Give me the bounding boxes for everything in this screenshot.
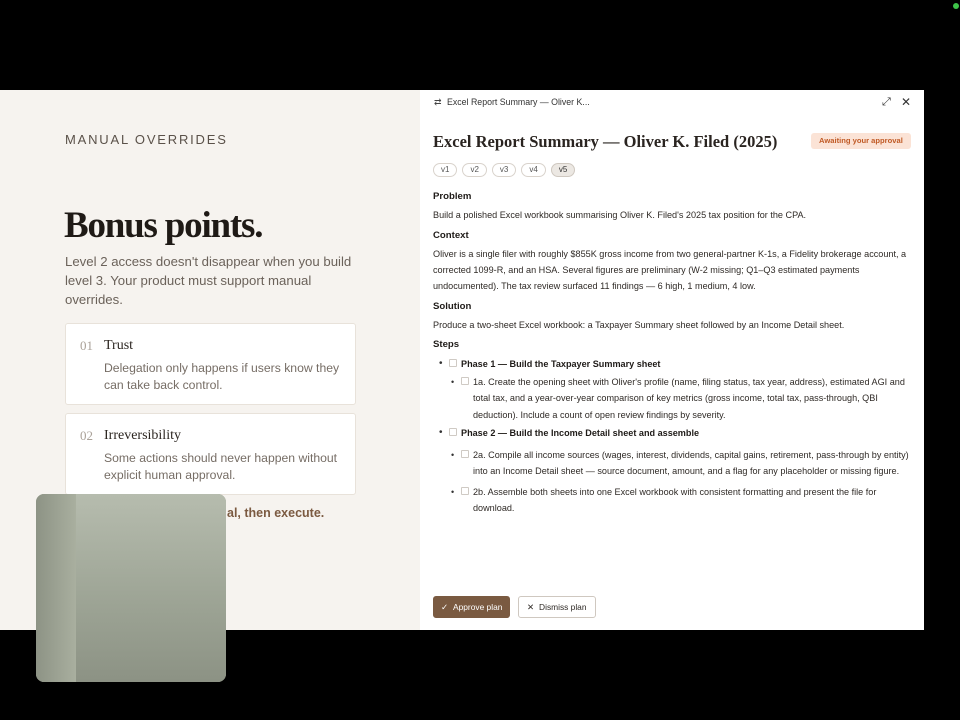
problem-text: Build a polished Excel workbook summarising Oliver K. Filed's 2025 tax position for the CPA. bbox=[433, 210, 807, 221]
step-text: 2a. Compile all income sources (wages, interest, dividends, capital gains, retirement, pass-through by entity) into an Income Detail sheet — source document, amount, and a flag for any placeholder or missing figure. bbox=[473, 450, 909, 477]
panel-titlebar bbox=[420, 90, 924, 114]
card-text: Some actions should never happen without explicit human approval. bbox=[104, 451, 338, 482]
webcam-video bbox=[36, 494, 226, 682]
solution-text: Produce a two-sheet Excel workbook: a Taxpayer Summary sheet followed by an Income Detail sheet. bbox=[433, 320, 845, 331]
phase-label: Phase 1 — Build the Taxpayer Summary sheet bbox=[461, 358, 661, 369]
bullet: • bbox=[439, 357, 443, 369]
bullet: • bbox=[451, 450, 455, 461]
card-irreversibility bbox=[65, 413, 356, 495]
problem-heading: Problem bbox=[433, 191, 472, 202]
steps-heading: Steps bbox=[433, 339, 460, 351]
step-checkbox[interactable] bbox=[461, 487, 469, 495]
bullet: • bbox=[451, 376, 455, 387]
check-icon: ✓ bbox=[441, 602, 449, 612]
plan-content bbox=[433, 189, 911, 516]
card-number: 02 bbox=[80, 428, 93, 443]
version-tab-v2[interactable]: v2 bbox=[462, 163, 486, 177]
phase-checkbox[interactable] bbox=[449, 359, 457, 367]
expand-icon[interactable]: ⤢ bbox=[882, 96, 891, 108]
phase-item bbox=[439, 356, 911, 372]
step-checkbox[interactable] bbox=[461, 450, 469, 458]
slide-eyebrow: MANUAL OVERRIDES bbox=[65, 132, 228, 147]
status-badge: Awaiting your approval bbox=[811, 133, 911, 149]
recording-indicator bbox=[953, 3, 959, 9]
slide-lead: Level 2 access doesn't disappear when you build level 3. Your product must support manual overrides. bbox=[65, 254, 352, 307]
version-tab-v5[interactable]: v5 bbox=[551, 163, 575, 177]
dismiss-plan-button[interactable] bbox=[518, 596, 596, 618]
version-tab-v1[interactable]: v1 bbox=[433, 163, 457, 177]
version-tab-v3[interactable]: v3 bbox=[492, 163, 516, 177]
approve-label: Approve plan bbox=[453, 602, 503, 612]
phase-item bbox=[439, 425, 911, 441]
context-heading: Context bbox=[433, 229, 469, 241]
close-icon[interactable]: ✕ bbox=[901, 95, 912, 109]
card-trust bbox=[65, 323, 356, 405]
card-text: Delegation only happens if users know they can take back control. bbox=[104, 361, 340, 392]
step-checkbox[interactable] bbox=[461, 377, 469, 385]
card-title: Trust bbox=[104, 338, 134, 353]
slide-title: Bonus points. bbox=[64, 205, 263, 246]
plan-panel bbox=[420, 90, 924, 630]
version-tab-v4[interactable]: v4 bbox=[521, 163, 545, 177]
step-text: 2b. Assemble both sheets into one Excel workbook with consistent formatting and present the file for download. bbox=[473, 486, 877, 514]
step-item bbox=[451, 374, 911, 423]
card-title: Irreversibility bbox=[104, 428, 181, 443]
context-text: Oliver is a single filer with roughly $855K gross income from two general-partner K-1s, a Fidelity brokerage account, a corrected 1099-R, and an HSA. Several figures are preliminary (W-2 missing; Q1–Q3 estimated payments undocumented). The tax review surfaced 11 findings — 6 high, 1 medium, 4 low. bbox=[433, 248, 907, 292]
version-tabs bbox=[433, 163, 575, 177]
close-icon: ✕ bbox=[527, 602, 535, 612]
bullet: • bbox=[439, 426, 443, 438]
panel-tab-title: Excel Report Summary — Oliver K... bbox=[447, 97, 590, 107]
approve-plan-button[interactable] bbox=[433, 596, 510, 618]
step-item bbox=[451, 447, 911, 480]
solution-heading: Solution bbox=[433, 300, 472, 312]
slide-tail-text: al, then execute. bbox=[227, 506, 325, 520]
webcam-shadow bbox=[36, 494, 76, 682]
phase-label: Phase 2 — Build the Income Detail sheet and assemble bbox=[461, 427, 700, 438]
dismiss-label: Dismiss plan bbox=[539, 602, 587, 612]
step-text: 1a. Create the opening sheet with Oliver's profile (name, filing status, tax year, address), estimated AGI and total tax, and a year-over-year comparison of key metrics (gross income, total tax, pass-through, QBI deduction). Include a count of open review findings by severity. bbox=[473, 376, 905, 420]
workflow-icon: ⇄ bbox=[434, 97, 442, 107]
step-item bbox=[451, 484, 911, 517]
phase-checkbox[interactable] bbox=[449, 428, 457, 436]
plan-title: Excel Report Summary — Oliver K. Filed (2025) bbox=[433, 132, 778, 151]
bullet: • bbox=[451, 486, 455, 497]
card-number: 01 bbox=[80, 338, 93, 353]
